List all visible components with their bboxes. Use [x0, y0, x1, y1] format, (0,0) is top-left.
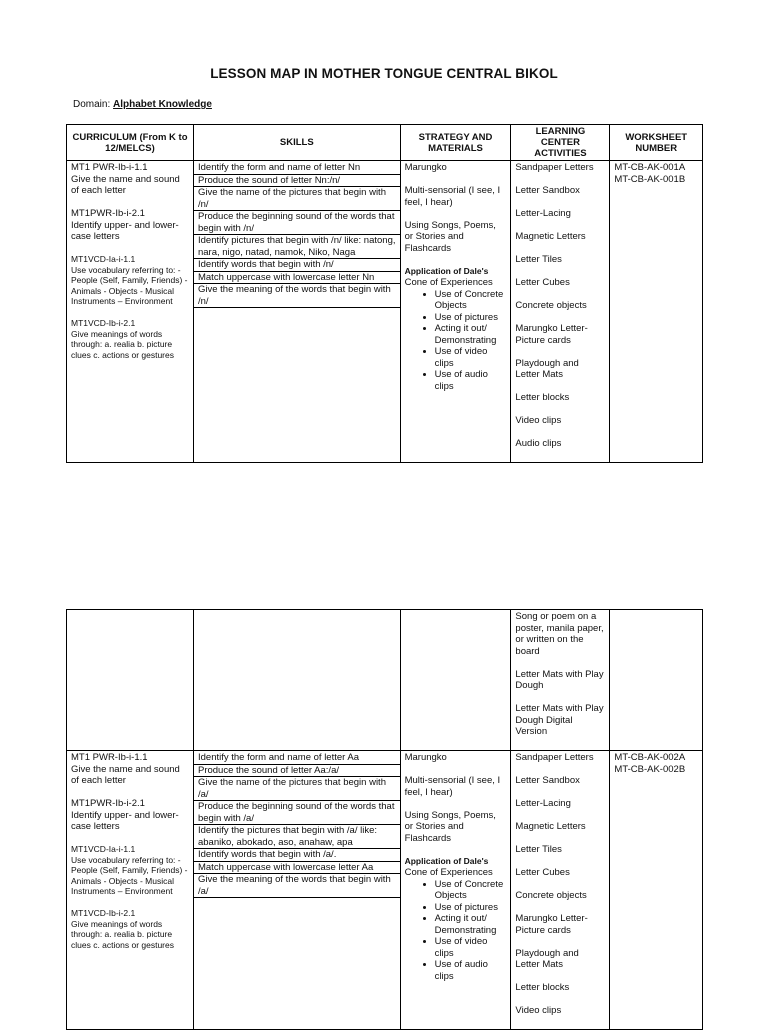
activity-item: Playdough and Letter Mats	[515, 947, 579, 970]
activity-item: Playdough and Letter Mats	[515, 357, 579, 380]
activity-item: Audio clips	[515, 438, 562, 449]
domain-value: Alphabet Knowledge	[113, 99, 212, 110]
curriculum-cell	[67, 751, 194, 1030]
activity-item: Letter Cubes	[515, 277, 570, 288]
curriculum-cell	[67, 161, 194, 463]
skill-item: Identify the form and name of letter Aa	[194, 752, 400, 765]
spacer	[71, 307, 189, 319]
activity-item: Letter Sandbox	[515, 185, 580, 196]
worksheet-number: MT-CB-AK-002A	[614, 752, 686, 763]
curriculum-item: Identify upper- and lower-case letters	[71, 219, 179, 242]
dale-list-item: • Use of video clips	[435, 936, 507, 959]
spacer	[71, 197, 189, 209]
strategy-item: Marungko	[404, 162, 447, 173]
skill-item: Identify words that begin with /a/.	[194, 849, 400, 862]
empty-cell	[400, 610, 511, 751]
skills-cell	[193, 751, 400, 1030]
activity-item: Magnetic Letters	[515, 821, 586, 832]
skill-item: Match uppercase with lowercase letter Nn	[194, 272, 400, 285]
activity-item: Sandpaper Letters	[515, 752, 594, 763]
skill-item: Produce the beginning sound of the words that begin with /n/	[194, 211, 400, 235]
empty-cell	[610, 610, 703, 751]
activity-item: Letter Sandbox	[515, 775, 580, 786]
spacer	[71, 243, 189, 255]
activity-item: Letter blocks	[515, 982, 570, 993]
lesson-row-nn	[67, 161, 703, 463]
dale-subheading: Cone of Experiences	[404, 277, 493, 288]
strategy-cell	[400, 751, 511, 1030]
dale-heading: Application of Dale's	[404, 855, 489, 866]
dale-list-item: • Use of audio clips	[435, 369, 507, 392]
skill-item: Match uppercase with lowercase letter Aa	[194, 862, 400, 875]
curriculum-item: MT1PWR-Ib-i-2.1	[71, 798, 145, 809]
skill-item: Give the name of the pictures that begin with /a/	[194, 777, 400, 801]
activity-item: Letter-Lacing	[515, 208, 571, 219]
skill-item: Identify pictures that begin with /n/ like: natong, nara, nigo, natad, namok, Niko, Naga	[194, 235, 400, 259]
header-activities: LEARNING CENTER ACTIVITIES	[511, 125, 610, 161]
curriculum-item: MT1 PWR-Ib-i-1.1	[71, 752, 148, 763]
activity-item: Letter-Lacing	[515, 798, 571, 809]
curriculum-item: Use vocabulary referring to: - People (Self, Family, Friends) - Animals - Objects - Musical Instruments – Environment	[71, 264, 188, 306]
curriculum-item: MT1VCD-Ia-i-1.1	[71, 844, 136, 854]
worksheet-number: MT-CB-AK-001B	[614, 173, 686, 185]
dale-list-item: • Acting it out/ Demonstrating	[435, 913, 507, 936]
activity-item: Letter Mats with Play Dough	[515, 668, 604, 691]
continuation-row	[67, 610, 703, 751]
header-row	[67, 125, 703, 161]
worksheet-cell	[610, 161, 703, 463]
activity-item: Marungko Letter-Picture cards	[515, 323, 588, 346]
dale-list	[405, 879, 507, 983]
skill-item: Give the name of the pictures that begin with /n/	[194, 187, 400, 211]
lesson-row-aa	[67, 751, 703, 1030]
strategy-item: Multi-sensorial (I see, I feel, I hear)	[404, 185, 501, 208]
header-strategy: STRATEGY AND MATERIALS	[400, 125, 511, 161]
curriculum-item: Give meanings of words through: a. realia b. picture clues c. actions or gestures	[71, 918, 174, 950]
empty-cell	[67, 610, 194, 751]
activities-cell	[511, 161, 610, 463]
spacer	[71, 833, 189, 845]
worksheet-cell	[610, 751, 703, 1030]
lesson-map-table-2	[66, 609, 703, 1030]
skill-item: Give the meaning of the words that begin with /a/	[194, 874, 400, 898]
document-title: LESSON MAP IN MOTHER TONGUE CENTRAL BIKOL	[210, 66, 558, 81]
curriculum-item: Give the name and sound of each letter	[71, 763, 180, 786]
header-curriculum: CURRICULUM (From K to 12/MELCS)	[67, 125, 194, 161]
activity-item: Video clips	[515, 415, 562, 426]
strategy-item: Using Songs, Poems, or Stories and Flashcards	[404, 219, 496, 254]
curriculum-item: Give the name and sound of each letter	[71, 173, 180, 196]
strategy-item: Using Songs, Poems, or Stories and Flashcards	[404, 809, 496, 844]
dale-list-item: • Use of pictures	[435, 902, 507, 914]
worksheet-number: MT-CB-AK-002B	[614, 763, 686, 775]
dale-list-item: • Acting it out/ Demonstrating	[435, 323, 507, 346]
activities-cell	[511, 610, 610, 751]
curriculum-item: MT1VCD-Ib-i-2.1	[71, 318, 136, 328]
activities-cell	[511, 751, 610, 1030]
worksheet-number: MT-CB-AK-001A	[614, 162, 686, 173]
dale-list-item: • Use of Concrete Objects	[435, 289, 507, 312]
activity-item: Concrete objects	[515, 300, 587, 311]
lesson-map-table-1	[66, 124, 703, 463]
curriculum-item: MT1VCD-Ia-i-1.1	[71, 254, 136, 264]
skills-cell	[193, 161, 400, 463]
activity-item: Marungko Letter-Picture cards	[515, 913, 588, 936]
activity-item: Letter blocks	[515, 392, 570, 403]
strategy-item: Marungko	[404, 752, 447, 763]
skill-item: Identify words that begin with /n/	[194, 259, 400, 272]
header-skills: SKILLS	[193, 125, 400, 161]
strategy-cell	[400, 161, 511, 463]
domain-label: Domain:	[73, 99, 111, 110]
dale-list-item: • Use of audio clips	[435, 959, 507, 982]
dale-list	[405, 289, 507, 393]
activity-item: Letter Tiles	[515, 844, 562, 855]
curriculum-item: Give meanings of words through: a. realia b. picture clues c. actions or gestures	[71, 328, 174, 360]
domain-line	[73, 99, 212, 110]
activity-item: Magnetic Letters	[515, 231, 586, 242]
curriculum-item: MT1 PWR-Ib-i-1.1	[71, 162, 148, 173]
activity-item: Video clips	[515, 1005, 562, 1016]
skill-item: Produce the sound of letter Nn:/n/	[194, 175, 400, 188]
dale-heading: Application of Dale's	[404, 265, 489, 276]
activity-item: Letter Mats with Play Dough Digital Version	[515, 703, 604, 737]
header-worksheet: WORKSHEET NUMBER	[610, 125, 703, 161]
spacer	[71, 897, 189, 909]
skill-item: Produce the beginning sound of the words that begin with /a/	[194, 801, 400, 825]
skill-item: Produce the sound of letter Aa:/a/	[194, 765, 400, 778]
activity-item: Letter Tiles	[515, 254, 562, 265]
curriculum-item: Identify upper- and lower-case letters	[71, 809, 179, 832]
spacer	[71, 787, 189, 799]
activity-item: Song or poem on a poster, manila paper, or written on the board	[515, 611, 604, 657]
activity-item: Concrete objects	[515, 890, 587, 901]
dale-list-item: • Use of video clips	[435, 346, 507, 369]
curriculum-item: MT1VCD-Ib-i-2.1	[71, 908, 136, 918]
skill-item: Identify the form and name of letter Nn	[194, 162, 400, 175]
skill-item: Give the meaning of the words that begin with /n/	[194, 284, 400, 308]
dale-subheading: Cone of Experiences	[404, 867, 493, 878]
dale-list-item: • Use of Concrete Objects	[435, 879, 507, 902]
activity-item: Letter Cubes	[515, 867, 570, 878]
empty-cell	[193, 610, 400, 751]
skill-item: Identify the pictures that begin with /a/ like: abaniko, abokado, aso, anahaw, apa	[194, 825, 400, 849]
curriculum-item: MT1PWR-Ib-i-2.1	[71, 208, 145, 219]
curriculum-item: Use vocabulary referring to: - People (Self, Family, Friends) - Animals - Objects - Musical Instruments – Environment	[71, 854, 188, 896]
dale-list-item: • Use of pictures	[435, 312, 507, 324]
strategy-item: Multi-sensorial (I see, I feel, I hear)	[404, 775, 501, 798]
activity-item: Sandpaper Letters	[515, 162, 594, 173]
